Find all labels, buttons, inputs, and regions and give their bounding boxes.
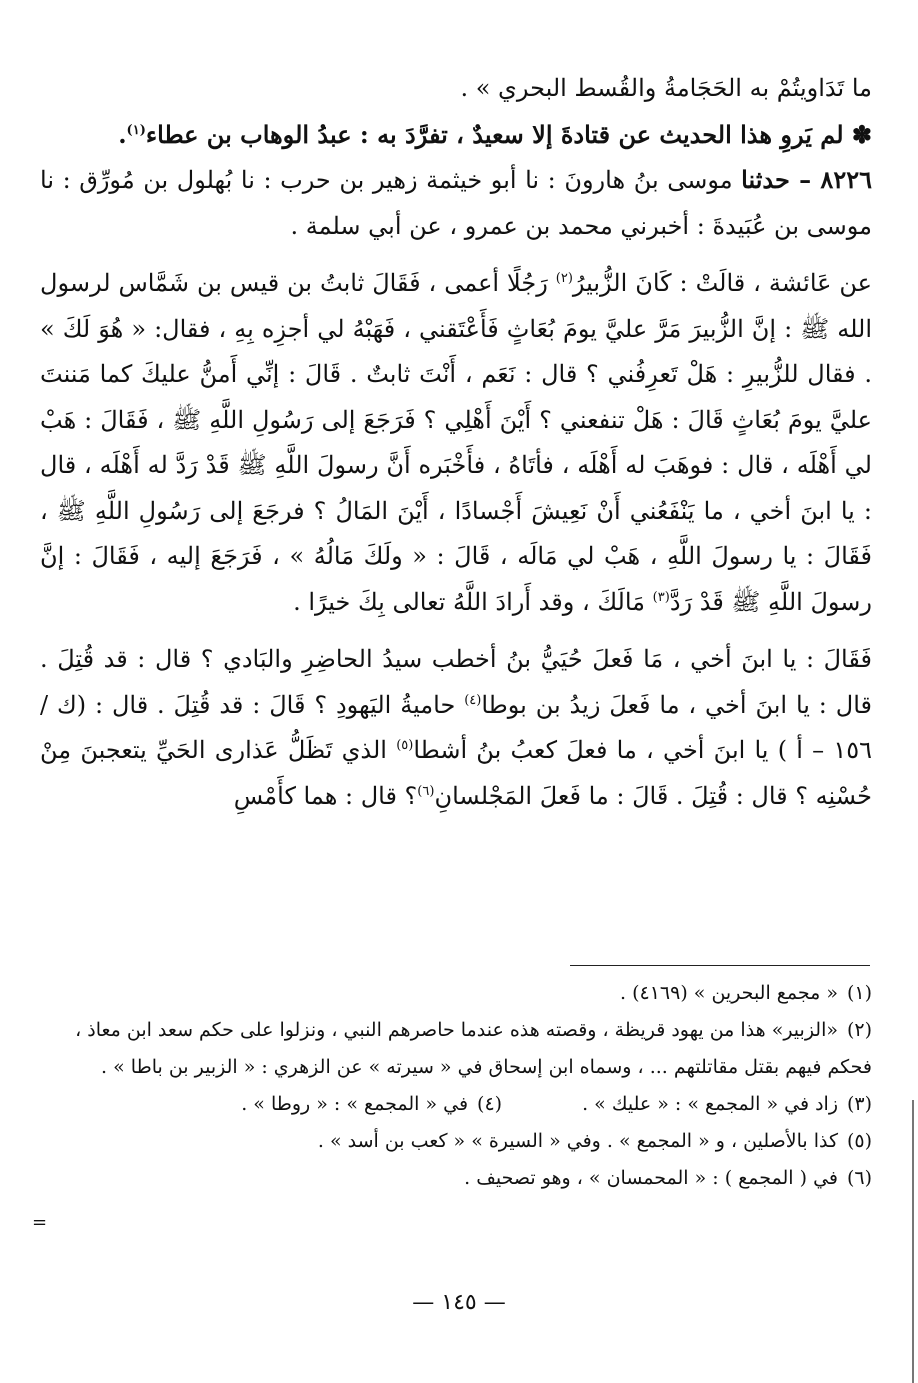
paragraph-1-text: ما تَدَاويتُمْ به الحَجَامةُ والقُسط البحري » . — [460, 74, 872, 102]
footnote-4-number: (٤) — [477, 1093, 503, 1115]
footnote-ref-6: (٦) — [417, 783, 435, 799]
hadith-body-2 — [40, 637, 872, 819]
footnote-2 — [40, 1012, 872, 1086]
page-number: — ١٤٥ — — [412, 1290, 506, 1315]
footnote-1 — [40, 975, 872, 1012]
footnote-1-text: « مجمع البحرين » (٤١٦٩) . — [620, 982, 838, 1004]
hadith-number: ٨٢٢٦ – حدثنا — [741, 165, 872, 194]
page-edge-line — [912, 1100, 914, 1383]
footnote-1-number: (١) — [846, 982, 872, 1004]
footnote-5 — [40, 1123, 872, 1160]
footnote-ref-5: (٥) — [396, 738, 414, 753]
paragraph-2-note — [40, 112, 872, 158]
hadith-body-2a: فَقَالَ : يا ابنَ أخي ، مَا فَعلَ حُيَيُّ بنُ أخطب سيدُ الحاضِرِ والبَادي ؟ قال : قد قُتِلَ . قال : يا ابنَ أخي ، ما فَعلَ زيدُ بن بوطا — [40, 645, 872, 719]
hadith-isnad-text: موسى بنُ هارونَ : نا أبو خيثمة زهير بن حرب : نا بُهلول بن مُورِّق : نا موسى بن عُبَيدةَ : أخبرني محمد بن عمرو ، عن أبي سلمة . — [40, 166, 872, 240]
paragraph-2-end: . — [118, 119, 127, 149]
footnotes — [40, 975, 872, 1197]
footnote-3-text: زاد في « المجمع » : « عليك » . — [582, 1093, 838, 1115]
hadith-body-1a: عن عَائشة ، قالَتْ : كَانَ الزُّبيرُ — [572, 269, 872, 297]
footnote-2-text: «الزبير» هذا من يهود قريظة ، وقصته هذه عندما حاصرهم النبي ، ونزلوا على حكم سعد ابن معاذ ، فحكم فيهم بقتل مقاتلتهم ... ، وسماه ابن إسحاق في « سيرته » عن الزهري : « الزبير بن باطا » . — [75, 1019, 872, 1078]
footnote-4 — [241, 1086, 502, 1123]
hadith-body-2b: حاميةُ اليَهودِ ؟ قَالَ : قد قُتِلَ . قال : (ك / ١٥٦ – أ ) يا ابنَ أخي ، ما فعلَ كعبُ بنُ أشطا — [40, 690, 872, 764]
footnote-ref-3: (٣) — [652, 589, 670, 605]
hadith-body-1c: مَالَكَ ، وقد أَرادَ اللَّهُ تعالى بِكَ خيرًا . — [293, 587, 653, 616]
footnote-ref-4: (٤) — [464, 692, 482, 708]
footnote-divider — [570, 965, 870, 966]
footnote-5-text: كذا بالأصلين ، و « المجمع » . وفي « السيرة » « كعب بن أسد » . — [317, 1130, 838, 1152]
paragraph-2-text: ✽ لم يَروِ هذا الحديث عن قتادةَ إلا سعيدٌ ، تفرَّدَ به : عبدُ الوهاب بن عطاء — [145, 119, 872, 149]
footnote-4-text: في « المجمع » : « روطا » . — [241, 1093, 469, 1115]
footnote-ref-2: (٢) — [555, 271, 573, 286]
hadith-body-1 — [40, 261, 872, 625]
hadith-body-2c: الذي تَظَلُّ عَذارى الحَيِّ يتعجبنَ مِنْ حُسْنِه ؟ قال : قُتِلَ . قَالَ : ما فَعلَ المَجْلسانِ — [40, 736, 872, 810]
footnote-3 — [582, 1086, 872, 1123]
main-text — [40, 66, 872, 819]
hadith-body-2d: ؟ قال : هما كأَمْسِ — [233, 781, 418, 810]
footnote-6-number: (٦) — [846, 1167, 872, 1189]
hadith-8226-isnad — [40, 157, 872, 249]
continuation-mark: = — [32, 1212, 48, 1233]
footnote-3-number: (٣) — [846, 1093, 872, 1115]
paragraph-1 — [40, 66, 872, 112]
footnote-6-text: في ( المجمع ) : « المحمسان » ، وهو تصحيف . — [464, 1167, 838, 1189]
footnote-5-number: (٥) — [846, 1130, 872, 1152]
footnote-row-3-4 — [40, 1086, 872, 1123]
footnote-6 — [40, 1160, 872, 1197]
footnote-2-number: (٢) — [846, 1019, 872, 1041]
hadith-body-1b: رَجُلًا أعمى ، فَقَالَ ثابتُ بن قيس بن شَمَّاس لرسول الله ﷺ : إنَّ الزُّبيرَ مَرَّ عليَّ يومَ بُعَاثٍ فَأَعْتَقني ، فَهَبْهُ لي أجزِه بِهِ ، فقال: « هُوَ لَكَ » . فقال للزُّبيرِ : هَلْ تَعرِفُني ؟ قال : نَعَم ، أَنْتَ ثابتٌ . قَالَ : إنِّي أَمنُّ عليكَ كما مَننتَ عليَّ يومَ بُعَاثٍ قَالَ : هَلْ تنفعني ؟ أَيْنَ أَهْلِي ؟ فَرَجَعَ إلى رَسُولِ اللَّهِ ﷺ ، فَقَالَ : هَبْ لي أَهْلَه ، قال : فوهَبَ له أَهْلَه ، فأتَاهُ ، فأَخْبَره أَنَّ رسولَ اللَّهِ ﷺ قَدْ رَدَّ له أَهْلَه ، قال : يا ابنَ أخي ، ما يَنْفَعُني أَنْ نَعِيشَ أَجْسادًا ، أَيْنَ المَالُ ؟ فرجَعَ إلى رَسُولِ اللَّهِ ﷺ ، فَقَالَ : يا رسولَ اللَّهِ ، هَبْ لي مَالَه ، قَالَ : « ولَكَ مَالُهُ » ، فَرَجَعَ إليه ، فَقَالَ : إنَّ رسولَ اللَّهِ ﷺ قَدْ رَدَّ — [40, 269, 872, 616]
footnote-ref-1: (١) — [126, 122, 146, 138]
